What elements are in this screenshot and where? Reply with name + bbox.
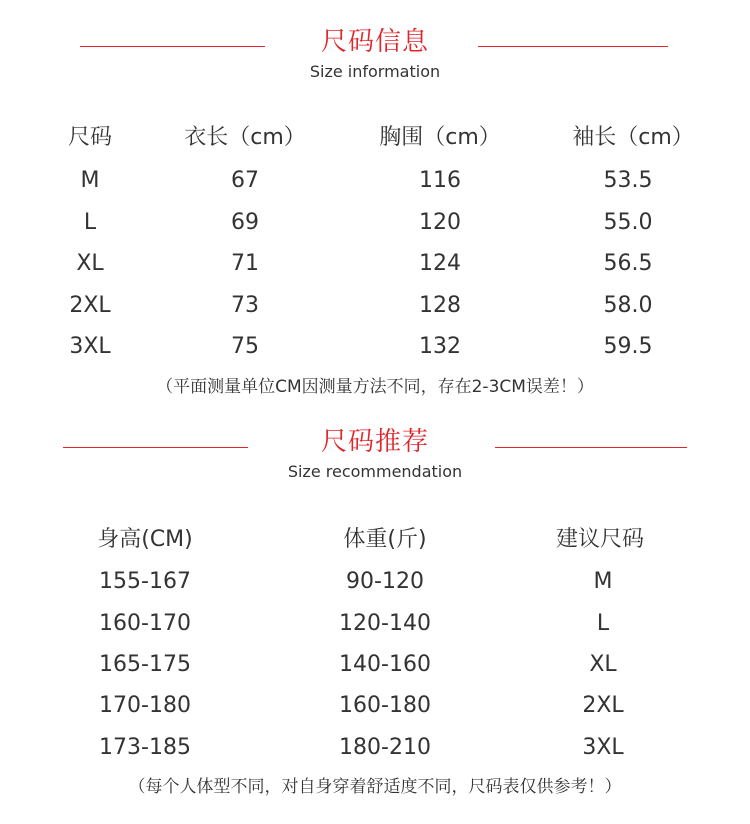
weight-cell: 160-180 <box>339 693 431 718</box>
sleeve-cell: 59.5 <box>603 334 653 359</box>
table-row <box>0 331 750 363</box>
table-row <box>0 290 750 322</box>
column-header: 衣长（cm） <box>184 125 306 150</box>
length-cell: 75 <box>231 334 259 359</box>
table-header-row <box>0 524 750 556</box>
height-cell: 170-180 <box>99 693 191 718</box>
length-cell: 71 <box>231 251 259 276</box>
height-cell: 155-167 <box>99 569 191 594</box>
table-row <box>0 608 750 640</box>
recommended-size-cell: L <box>596 611 610 636</box>
recommended-size-cell: 3XL <box>582 735 624 760</box>
size-cell: 3XL <box>69 334 111 359</box>
chest-cell: 128 <box>419 293 461 318</box>
column-header: 体重(斤) <box>343 527 427 552</box>
size-recommendation-title: 尺码推荐 <box>320 427 429 457</box>
sleeve-cell: 56.5 <box>603 251 653 276</box>
length-cell: 73 <box>231 293 259 318</box>
recommended-size-cell: 2XL <box>582 693 624 718</box>
chest-cell: 132 <box>419 334 461 359</box>
table-row <box>0 165 750 197</box>
recommended-size-cell: XL <box>589 652 617 677</box>
weight-cell: 140-160 <box>339 652 431 677</box>
size-cell: 2XL <box>69 293 111 318</box>
size-recommendation-subtitle: Size recommendation <box>287 462 463 481</box>
recommended-size-cell: M <box>593 569 613 594</box>
table-row <box>0 248 750 280</box>
column-header: 建议尺码 <box>555 527 644 552</box>
height-cell: 165-175 <box>99 652 191 677</box>
weight-cell: 180-210 <box>339 735 431 760</box>
column-header: 胸围（cm） <box>379 125 501 150</box>
table-row <box>0 732 750 764</box>
column-header: 身高(CM) <box>97 527 193 552</box>
chest-cell: 124 <box>419 251 461 276</box>
column-header: 袖长（cm） <box>572 125 694 150</box>
size-info-title: 尺码信息 <box>320 27 429 57</box>
weight-cell: 90-120 <box>346 569 424 594</box>
table-row <box>0 649 750 681</box>
size-cell: M <box>80 168 100 193</box>
sleeve-cell: 55.0 <box>603 210 653 235</box>
length-cell: 69 <box>231 210 259 235</box>
size-recommendation-note: （每个人体型不同，对自身穿着舒适度不同，尺码表仅供参考！） <box>128 777 622 797</box>
column-header: 尺码 <box>67 125 112 150</box>
size-cell: L <box>83 210 97 235</box>
chest-cell: 120 <box>419 210 461 235</box>
table-row <box>0 207 750 239</box>
height-cell: 173-185 <box>99 735 191 760</box>
table-row <box>0 690 750 722</box>
size-cell: XL <box>76 251 104 276</box>
sleeve-cell: 58.0 <box>603 293 653 318</box>
sleeve-cell: 53.5 <box>603 168 653 193</box>
size-info-note: （平面测量单位CM因测量方法不同，存在2-3CM误差！） <box>156 377 594 397</box>
length-cell: 67 <box>231 168 259 193</box>
weight-cell: 120-140 <box>339 611 431 636</box>
chest-cell: 116 <box>419 168 461 193</box>
size-info-subtitle: Size information <box>309 62 441 81</box>
height-cell: 160-170 <box>99 611 191 636</box>
table-header-row <box>0 122 750 154</box>
table-row <box>0 566 750 598</box>
